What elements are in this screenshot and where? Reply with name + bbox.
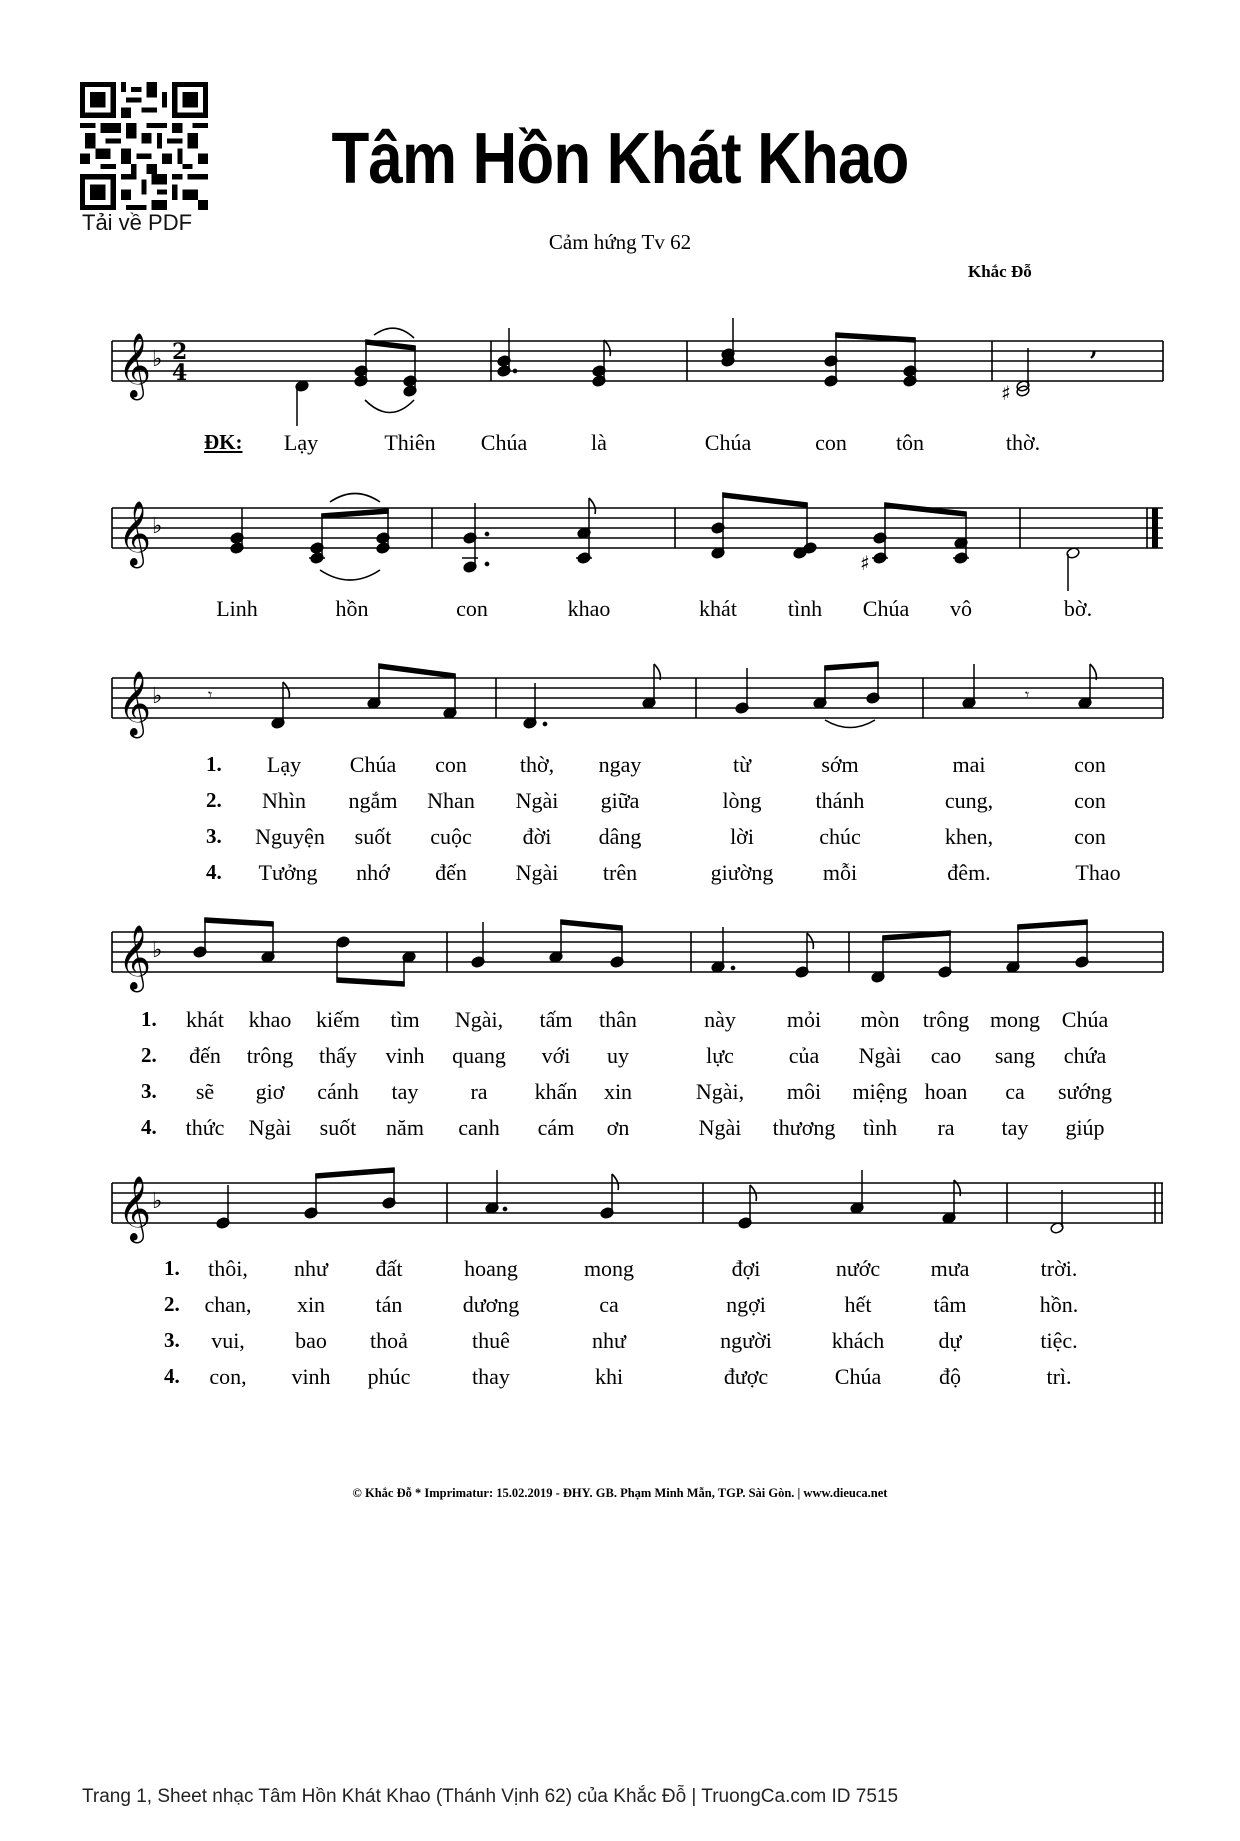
- lyric: đời: [522, 824, 552, 849]
- lyric: phúc: [367, 1364, 411, 1389]
- lyric: tình: [862, 1115, 898, 1140]
- flat-key-icon: ♭: [152, 1189, 163, 1214]
- lyric: độ: [939, 1364, 961, 1389]
- lyric: cao: [930, 1043, 962, 1068]
- verse-number: 4.: [141, 1115, 157, 1139]
- staff-system-5: [0, 1150, 1240, 1260]
- breath-mark-icon: ,: [1090, 335, 1098, 361]
- lyric: tâm: [933, 1292, 967, 1317]
- lyric: thánh: [815, 788, 865, 813]
- lyric: Nhan: [427, 788, 475, 813]
- lyric: Ngài: [858, 1043, 902, 1068]
- eighth-rest-icon: 𝄾: [208, 685, 213, 704]
- lyric: dương: [462, 1292, 520, 1317]
- lyric: tay: [1001, 1115, 1029, 1140]
- lyric: thờ,: [519, 752, 555, 777]
- lyric: nhớ: [356, 860, 390, 885]
- lyric: con: [435, 752, 467, 777]
- treble-clef-icon: 𝄞: [118, 925, 152, 990]
- lyric: tôn: [895, 430, 925, 455]
- lyric: vinh: [385, 1043, 425, 1068]
- lyric: uy: [607, 1043, 629, 1068]
- flat-key-icon: ♭: [152, 938, 163, 963]
- lyric: người: [720, 1328, 772, 1353]
- lyric: sang: [994, 1043, 1036, 1068]
- lyric: khao: [248, 1007, 292, 1032]
- lyric: cung,: [944, 788, 994, 813]
- lyric: giơ: [255, 1079, 285, 1104]
- verse-number: 3.: [164, 1328, 180, 1352]
- lyric: chan,: [204, 1292, 252, 1317]
- verse-number: 1.: [141, 1007, 157, 1031]
- lyric: Ngài: [698, 1115, 742, 1140]
- lyric: là: [591, 430, 607, 455]
- verse-number: 1.: [206, 752, 222, 776]
- lyric: tấm: [539, 1007, 573, 1032]
- lyric: vui,: [211, 1328, 245, 1353]
- lyric: thờ.: [1005, 430, 1041, 455]
- lyric: ngay: [598, 752, 642, 777]
- copyright-line: © Khắc Đỗ * Imprimatur: 15.02.2019 - ĐHY. GB. Phạm Minh Mẫn, TGP. Sài Gòn. | www.dieuca.net: [352, 1486, 888, 1500]
- verse-number: 3.: [141, 1079, 157, 1103]
- treble-clef-icon: 𝄞: [118, 333, 152, 398]
- song-title: Tâm Hồn Khát Khao: [331, 119, 909, 199]
- flat-key-icon: ♭: [152, 347, 163, 372]
- lyric: mưa: [930, 1256, 970, 1281]
- lyric: suốt: [354, 824, 392, 849]
- staff-system-4: [0, 900, 1240, 1010]
- sharp-icon: ♯: [1001, 381, 1011, 405]
- download-pdf-link[interactable]: Tải về PDF: [82, 210, 193, 235]
- song-subtitle: Cảm hứng Tv 62: [548, 230, 692, 254]
- lyric: của: [788, 1043, 820, 1068]
- lyric: Ngài: [248, 1115, 292, 1140]
- lyric: Chúa: [834, 1364, 882, 1389]
- lyric: tay: [391, 1079, 419, 1104]
- verse-number: 3.: [206, 824, 222, 848]
- lyric: Chúa: [862, 596, 910, 621]
- lyric: hoang: [464, 1256, 518, 1281]
- lyric: năm: [386, 1115, 424, 1140]
- lyric: mong: [583, 1256, 635, 1281]
- lyric: Tưởng: [258, 860, 318, 885]
- lyric: khát: [186, 1007, 224, 1032]
- verse-number: 4.: [206, 860, 222, 884]
- lyric: Chúa: [704, 430, 752, 455]
- lyric: con: [1074, 824, 1106, 849]
- lyric: môi: [786, 1079, 822, 1104]
- verse-number: 1.: [164, 1256, 180, 1280]
- lyric: bờ.: [1063, 596, 1093, 621]
- lyric: dâng: [598, 824, 642, 849]
- lyric: suốt: [319, 1115, 357, 1140]
- lyric: cánh: [317, 1079, 359, 1104]
- lyric: chứa: [1063, 1043, 1107, 1068]
- lyric: canh: [458, 1115, 500, 1140]
- staff-system-1: [0, 300, 1240, 420]
- staff-system-2: [0, 470, 1240, 590]
- lyric: lời: [730, 824, 754, 849]
- lyric: Chúa: [480, 430, 528, 455]
- lyric: sớm: [821, 752, 859, 777]
- lyric: tiệc.: [1040, 1328, 1078, 1353]
- lyric: cám: [537, 1115, 575, 1140]
- page-info-footer: Trang 1, Sheet nhạc Tâm Hồn Khát Khao (Thánh Vịnh 62) của Khắc Đỗ | TruongCa.com ID 7515: [82, 1786, 899, 1807]
- lyric: đến: [189, 1043, 221, 1068]
- notes-system-5: [216, 1168, 1064, 1234]
- lyric: con: [1074, 788, 1106, 813]
- lyric: Nhìn: [262, 788, 306, 813]
- verse-number: 2.: [164, 1292, 180, 1316]
- lyric: Lạy: [266, 752, 302, 777]
- lyric: hết: [844, 1292, 872, 1317]
- lyric: Nguyện: [255, 824, 325, 849]
- lyric: thoả: [370, 1328, 408, 1353]
- lyric: lực: [706, 1043, 734, 1068]
- lyric: lòng: [722, 788, 762, 813]
- lyric: Chúa: [349, 752, 397, 777]
- staff-system-3: [0, 640, 1240, 750]
- notes-system-1: [295, 318, 1030, 426]
- lyric: đến: [435, 860, 467, 885]
- verse-number: 2.: [141, 1043, 157, 1067]
- lyric: ơn: [606, 1115, 630, 1140]
- lyric: được: [723, 1364, 769, 1389]
- flat-key-icon: ♭: [152, 684, 163, 709]
- time-sig-top: 2: [172, 339, 188, 365]
- lyric: mai: [952, 752, 986, 777]
- lyric: đêm.: [947, 860, 991, 885]
- lyric: tìm: [390, 1007, 420, 1032]
- lyric: mòn: [860, 1007, 900, 1032]
- lyric: trời.: [1040, 1256, 1078, 1281]
- lyric: này: [704, 1007, 736, 1032]
- lyric: mỏi: [786, 1007, 822, 1032]
- lyric: con,: [209, 1364, 247, 1389]
- lyric: cuộc: [430, 824, 472, 849]
- lyric: vô: [950, 596, 972, 621]
- lyric: kiếm: [316, 1007, 360, 1032]
- lyric: con: [456, 596, 488, 621]
- lyric: giữa: [600, 788, 640, 813]
- lyric: như: [592, 1328, 626, 1353]
- lyric: vinh: [291, 1364, 331, 1389]
- lyric: thấy: [319, 1043, 357, 1068]
- lyric: thức: [185, 1115, 225, 1140]
- verse-number: 2.: [206, 788, 222, 812]
- lyric: quang: [452, 1043, 506, 1068]
- lyric: hồn: [335, 596, 369, 621]
- lyric: Thao: [1075, 860, 1121, 885]
- eighth-rest-icon: 𝄾: [1025, 685, 1030, 704]
- lyric: giường: [710, 860, 774, 885]
- lyric: sướng: [1057, 1079, 1113, 1104]
- lyric: Linh: [216, 596, 258, 621]
- lyric: thân: [599, 1007, 637, 1032]
- lyric: Ngài,: [454, 1007, 504, 1032]
- lyric: giúp: [1065, 1115, 1105, 1140]
- lyric: ra: [470, 1079, 488, 1104]
- lyric: đất: [375, 1256, 403, 1281]
- lyric: Lạy: [283, 430, 319, 455]
- lyric: mong: [989, 1007, 1041, 1032]
- lyric: trông: [922, 1007, 970, 1032]
- lyric: khen,: [944, 824, 994, 849]
- lyric: khi: [594, 1364, 624, 1389]
- lyric: đợi: [731, 1256, 761, 1281]
- lyric: như: [294, 1256, 328, 1281]
- lyric: thương: [772, 1115, 836, 1140]
- notes-system-3: [271, 662, 1097, 729]
- treble-clef-icon: 𝄞: [118, 1176, 152, 1241]
- lyric: dự: [938, 1328, 962, 1353]
- lyric: thay: [472, 1364, 510, 1389]
- lyric: con: [815, 430, 847, 455]
- lyric: Ngài: [515, 860, 559, 885]
- lyric: trên: [602, 860, 638, 885]
- lyric: thôi,: [208, 1256, 248, 1281]
- lyric: hồn.: [1039, 1292, 1079, 1317]
- lyric: Thiên: [384, 430, 436, 455]
- lyric: khao: [567, 596, 611, 621]
- lyric: mỗi: [822, 860, 858, 885]
- sharp-icon: ♯: [860, 551, 870, 575]
- lyric: ngợi: [726, 1292, 766, 1317]
- lyric: từ: [732, 752, 752, 777]
- lyric: hoan: [924, 1079, 968, 1104]
- lyric: Chúa: [1061, 1007, 1109, 1032]
- lyric: sẽ: [195, 1079, 215, 1104]
- lyric: Ngài: [515, 788, 559, 813]
- lyric: tán: [375, 1292, 403, 1317]
- refrain-label: ĐK:: [204, 430, 243, 454]
- lyric: nước: [835, 1256, 881, 1281]
- treble-clef-icon: 𝄞: [118, 501, 152, 566]
- verse-number: 4.: [164, 1364, 180, 1388]
- lyric: tình: [787, 596, 823, 621]
- time-sig-bottom: 4: [172, 360, 188, 386]
- lyric: trông: [246, 1043, 294, 1068]
- lyric: khấn: [534, 1079, 578, 1104]
- lyric: xin: [296, 1292, 326, 1317]
- lyric: chúc: [819, 824, 861, 849]
- lyric: bao: [295, 1328, 327, 1353]
- lyric: khát: [699, 596, 737, 621]
- lyric: ra: [937, 1115, 955, 1140]
- lyric: thuê: [472, 1328, 510, 1353]
- lyric: khách: [831, 1328, 885, 1353]
- lyric: ca: [1005, 1079, 1025, 1104]
- composer-name: Khắc Đỗ: [968, 262, 1032, 281]
- treble-clef-icon: 𝄞: [118, 671, 152, 736]
- lyric: con: [1074, 752, 1106, 777]
- lyric: Ngài,: [695, 1079, 745, 1104]
- lyric: xin: [603, 1079, 633, 1104]
- lyric: với: [541, 1043, 571, 1068]
- lyric: trì.: [1046, 1364, 1072, 1389]
- lyric: ngắm: [348, 788, 398, 813]
- lyric: miệng: [852, 1079, 908, 1104]
- flat-key-icon: ♭: [152, 514, 163, 539]
- lyric: ca: [599, 1292, 619, 1317]
